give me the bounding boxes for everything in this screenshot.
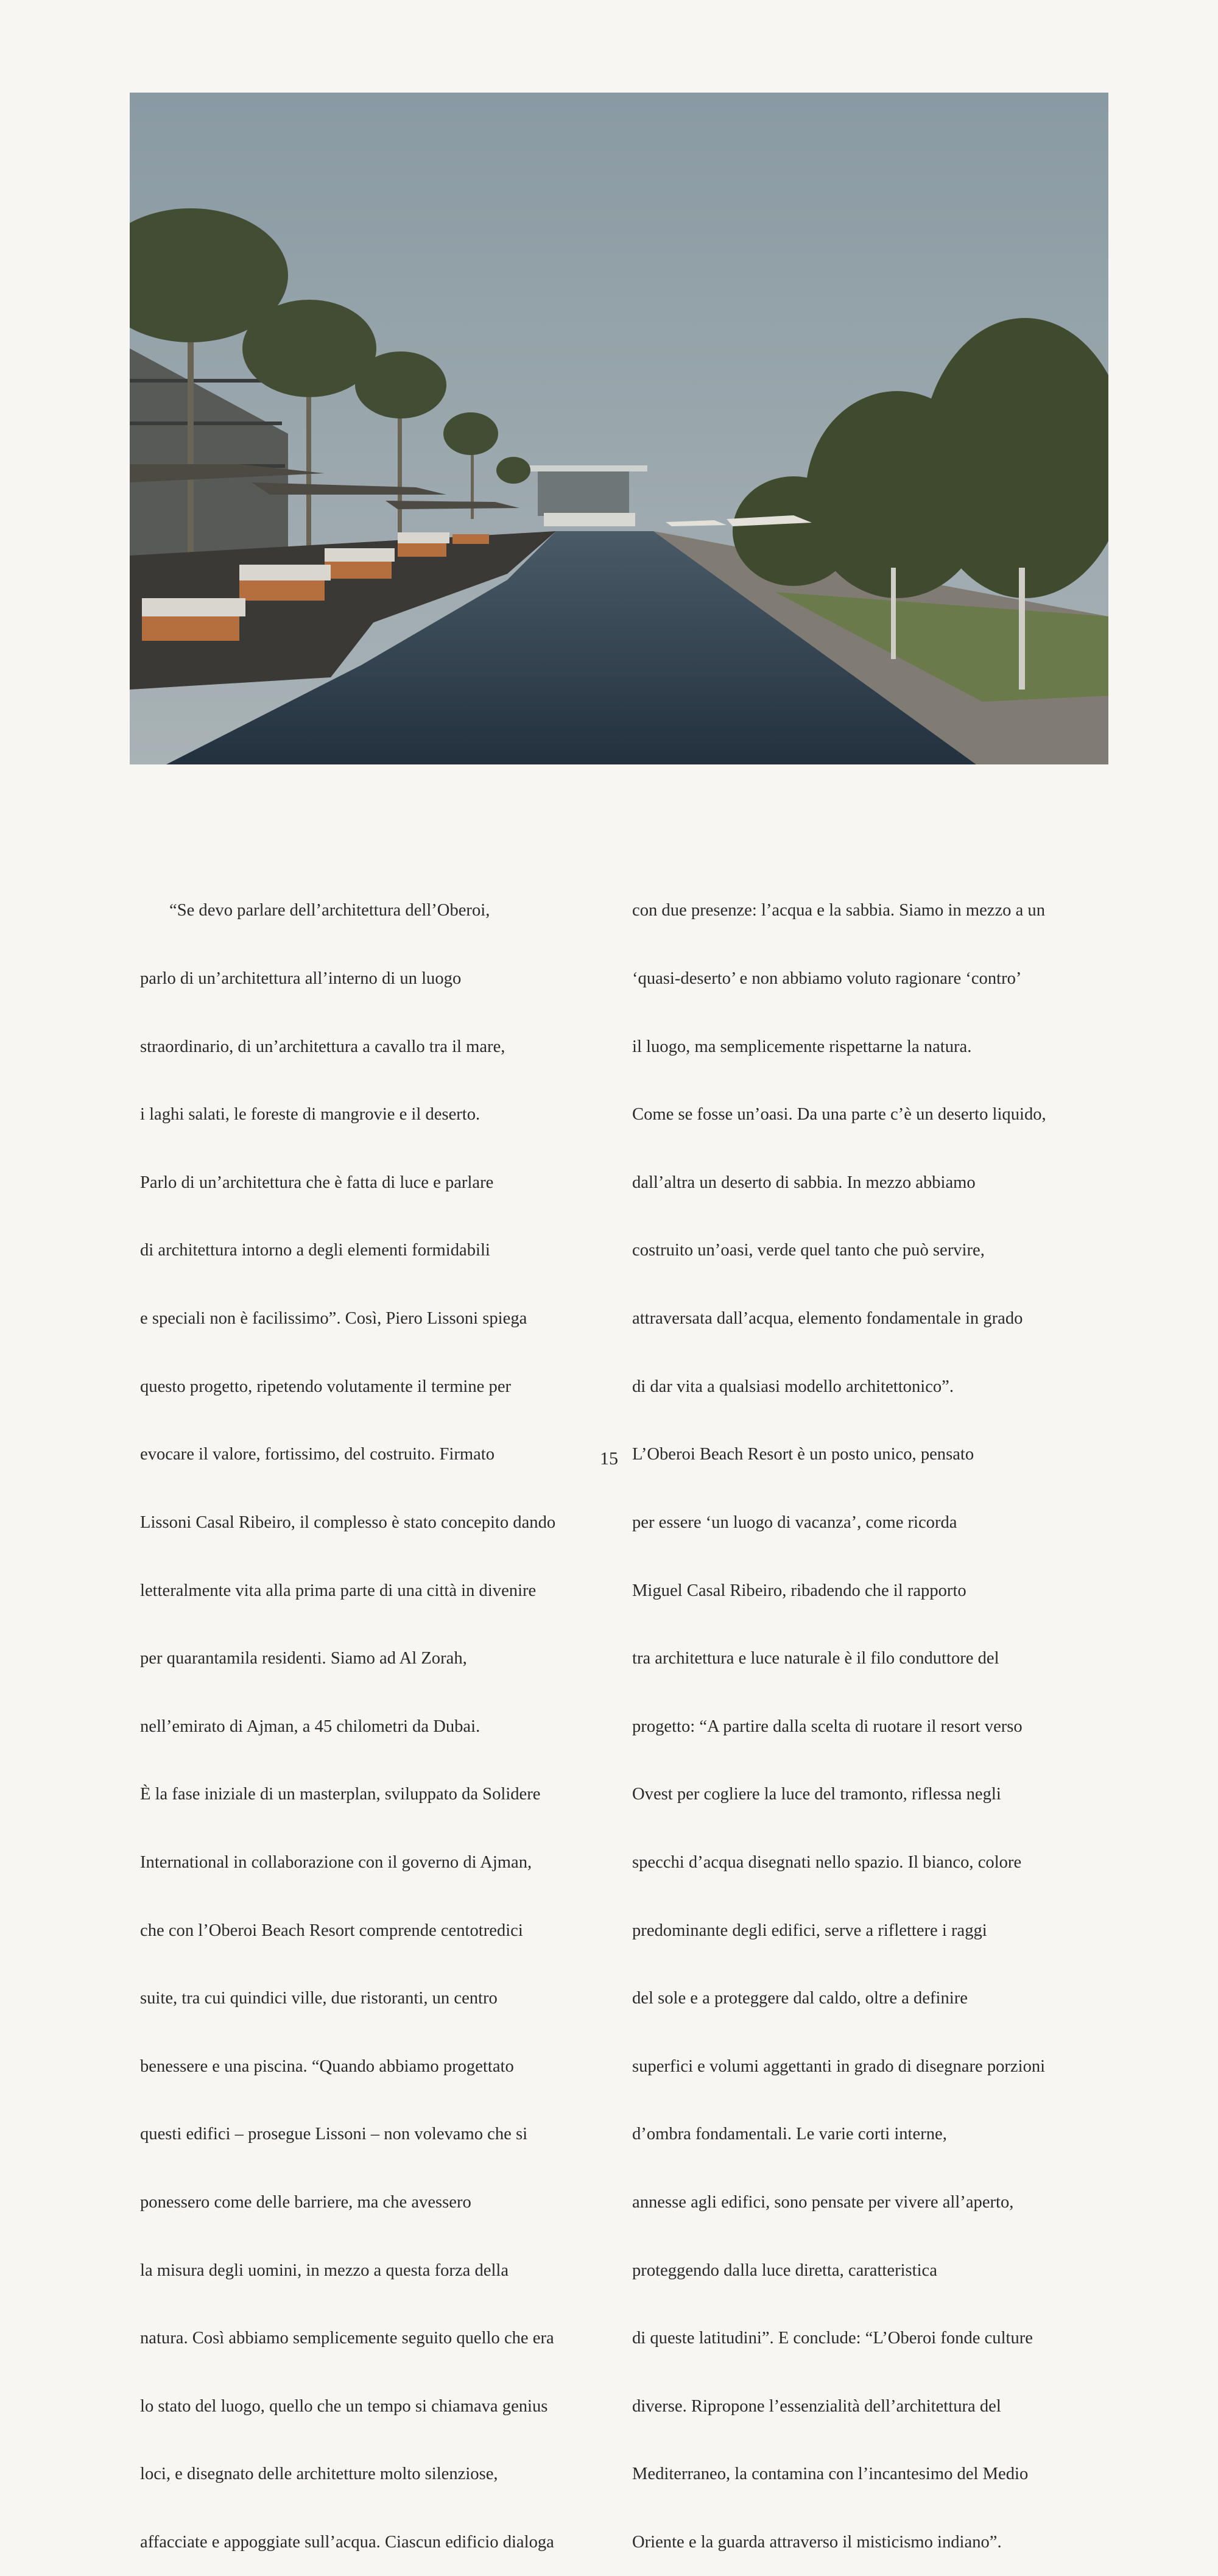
article-line: benessere e una piscina. “Quando abbiamo progettato	[140, 2056, 514, 2076]
article-line: Ovest per cogliere la luce del tramonto, riflessa negli	[632, 1785, 1001, 1804]
article-column-right	[632, 854, 1119, 2576]
article-line: attraversata dall’acqua, elemento fondamentale in grado	[632, 1309, 1023, 1329]
article-line: L’Oberoi Beach Resort è un posto unico, pensato	[632, 1445, 974, 1464]
article-line: natura. Così abbiamo semplicemente seguito quello che era	[140, 2329, 554, 2348]
article-line: per essere ‘un luogo di vacanza’, come ricorda	[632, 1512, 957, 1532]
article-line: straordinario, di un’architettura a cavallo tra il mare,	[140, 1037, 505, 1056]
article-line: predominante degli edifici, serve a riflettere i raggi	[632, 1921, 987, 1940]
article-line: la misura degli uomini, in mezzo a questa forza della	[140, 2260, 509, 2280]
article-line: di queste latitudini”. E conclude: “L’Oberoi fonde culture	[632, 2329, 1033, 2348]
article-line: suite, tra cui quindici ville, due ristoranti, un centro	[140, 1989, 498, 2008]
article-line: di architettura intorno a degli elementi formidabili	[140, 1241, 490, 1260]
resort-pool-photo	[130, 93, 1108, 764]
article-line: Parlo di un’architettura che è fatta di luce e parlare	[140, 1173, 494, 1192]
distant-pavilion	[538, 470, 629, 516]
article-line: letteralmente vita alla prima parte di una città in divenire	[140, 1581, 537, 1600]
article-line: evocare il valore, fortissimo, del costruito. Firmato	[140, 1445, 495, 1464]
resort-pool-illustration	[130, 93, 1108, 764]
article-line: ponessero come delle barriere, ma che avessero	[140, 2192, 471, 2212]
article-line: È la fase iniziale di un masterplan, sviluppato da Solidere	[140, 1785, 541, 1804]
article-line: superfici e volumi aggettanti in grado di disegnare porzioni	[632, 2056, 1046, 2076]
article-line: con due presenze: l’acqua e la sabbia. Siamo in mezzo a un	[632, 901, 1046, 920]
article-line: che con l’Oberoi Beach Resort comprende centotredici	[140, 1921, 523, 1940]
article-line: d’ombra fondamentali. Le varie corti interne,	[632, 2125, 947, 2144]
article-line: annesse agli edifici, sono pensate per vivere all’aperto,	[632, 2192, 1014, 2212]
article-line: costruito un’oasi, verde quel tanto che può servire,	[632, 1241, 985, 1260]
article-line: “Se devo parlare dell’architettura dell’Oberoi,	[169, 901, 490, 920]
article-line: loci, e disegnato delle architetture molto silenziose,	[140, 2465, 498, 2484]
article-line: Mediterraneo, la contamina con l’incantesimo del Medio	[632, 2465, 1029, 2484]
article-line: del sole e a proteggere dal caldo, oltre a definire	[632, 1989, 968, 2008]
article-line: Lissoni Casal Ribeiro, il complesso è stato concepito dando	[140, 1512, 556, 1532]
article-line: specchi d’acqua disegnati nello spazio. Il bianco, colore	[632, 1852, 1022, 1872]
article-line: Come se fosse un’oasi. Da una parte c’è un deserto liquido,	[632, 1105, 1046, 1124]
article-line: dall’altra un deserto di sabbia. In mezzo abbiamo	[632, 1173, 976, 1192]
article-column-left	[140, 854, 627, 2576]
article-line: per quarantamila residenti. Siamo ad Al Zorah,	[140, 1649, 467, 1668]
article-line: International in collaborazione con il governo di Ajman,	[140, 1852, 532, 1872]
page-number: 15	[600, 1449, 618, 1469]
article-line: parlo di un’architettura all’interno di un luogo	[140, 969, 462, 989]
article-line: proteggendo dalla luce diretta, caratteristica	[632, 2260, 937, 2280]
article-line: lo stato del luogo, quello che un tempo si chiamava genius	[140, 2396, 548, 2416]
article-line: e speciali non è facilissimo”. Così, Piero Lissoni spiega	[140, 1309, 527, 1329]
article-line: di dar vita a qualsiasi modello architettonico”.	[632, 1377, 954, 1396]
article-line: progetto: “A partire dalla scelta di ruotare il resort verso	[632, 1717, 1023, 1736]
article-line: Miguel Casal Ribeiro, ribadendo che il rapporto	[632, 1581, 966, 1600]
article-line: Oriente e la guarda attraverso il misticismo indiano”.	[632, 2533, 1002, 2552]
article-line: i laghi salati, le foreste di mangrovie e il deserto.	[140, 1105, 481, 1124]
article-line: tra architettura e luce naturale è il filo conduttore del	[632, 1649, 999, 1668]
article-line: il luogo, ma semplicemente rispettarne la natura.	[632, 1037, 972, 1056]
article-line: affacciate e appoggiate sull’acqua. Ciascun edificio dialoga	[140, 2533, 554, 2552]
article-line: questi edifici – prosegue Lissoni – non volevamo che si	[140, 2125, 528, 2144]
article-line: questo progetto, ripetendo volutamente il termine per	[140, 1377, 512, 1396]
article-line: diverse. Ripropone l’essenzialità dell’architettura del	[632, 2396, 1001, 2416]
article-line: nell’emirato di Ajman, a 45 chilometri da Dubai.	[140, 1717, 481, 1736]
article-line: ‘quasi-deserto’ e non abbiamo voluto ragionare ‘contro’	[632, 969, 1022, 989]
